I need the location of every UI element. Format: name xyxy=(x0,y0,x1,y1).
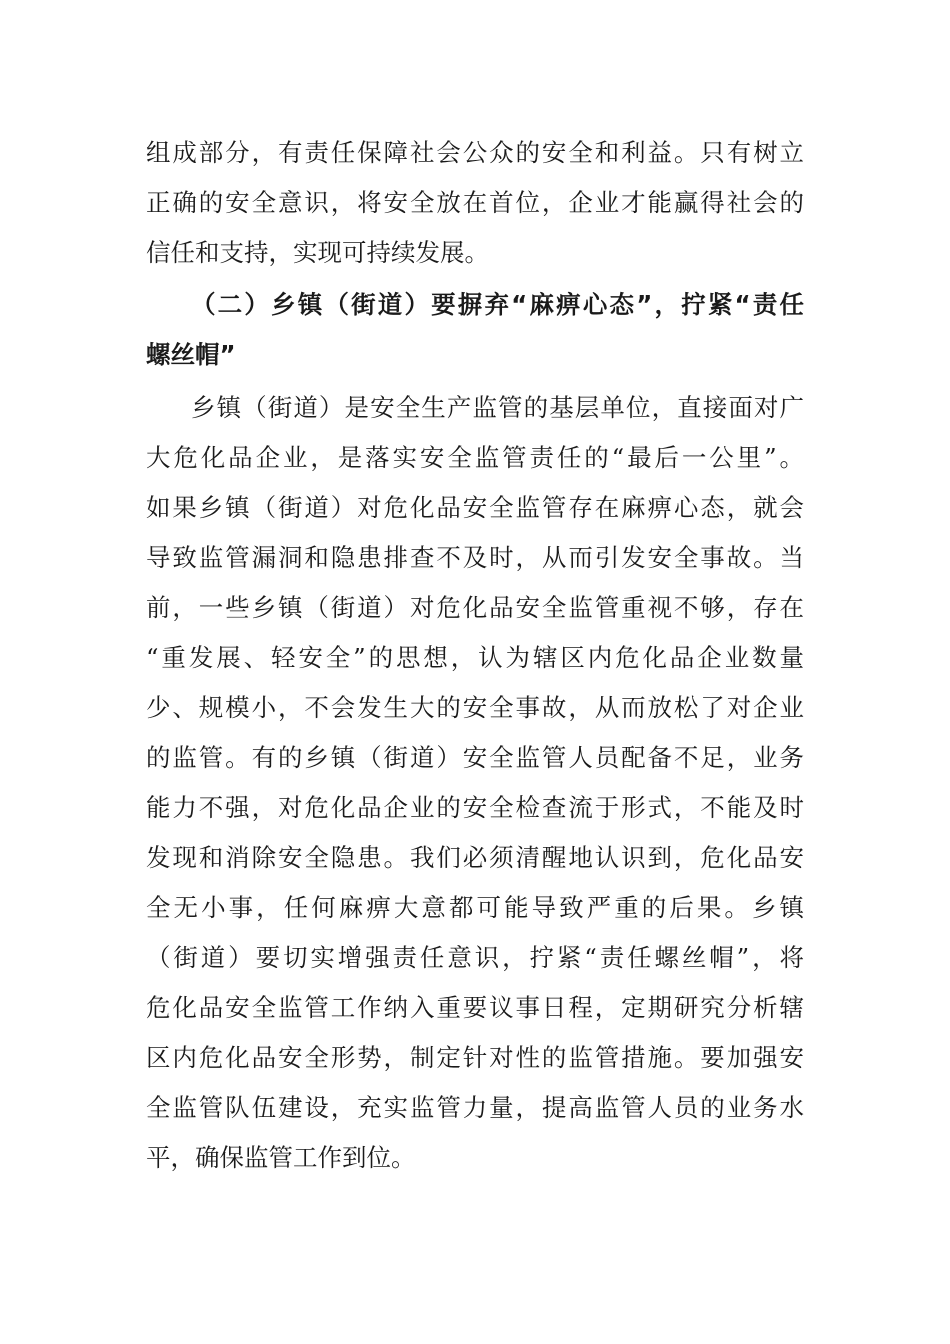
text-line: 的监管。有的乡镇（街道）安全监管人员配备不足，业务 xyxy=(146,743,804,772)
text-line: 危化品安全监管工作纳入重要议事日程，定期研究分析辖 xyxy=(146,993,804,1022)
text-line: （街道）要切实增强责任意识，拧紧“责任螺丝帽”，将 xyxy=(146,943,804,972)
text-line: 乡镇（街道）是安全生产监管的基层单位，直接面对广 xyxy=(191,393,804,422)
text-line: 组成部分，有责任保障社会公众的安全和利益。只有树立 xyxy=(146,138,804,167)
text-line: 大危化品企业，是落实安全监管责任的“最后一公里”。 xyxy=(146,443,804,472)
heading-line: 螺丝帽” xyxy=(146,340,236,369)
text-line: 全监管队伍建设，充实监管力量，提高监管人员的业务水 xyxy=(146,1093,804,1122)
text-line: 能力不强，对危化品企业的安全检查流于形式，不能及时 xyxy=(146,793,804,822)
section-heading xyxy=(146,280,804,380)
text-line: 全无小事，任何麻痹大意都可能导致严重的后果。乡镇 xyxy=(146,893,804,922)
text-line: 区内危化品安全形势，制定针对性的监管措施。要加强安 xyxy=(146,1043,804,1072)
text-line: “重发展、轻安全”的思想，认为辖区内危化品企业数量 xyxy=(146,643,804,672)
text-line: 前，一些乡镇（街道）对危化品安全监管重视不够，存在 xyxy=(146,593,804,622)
continued-paragraph xyxy=(146,128,804,278)
document-page xyxy=(146,128,804,1183)
text-line: 导致监管漏洞和隐患排查不及时，从而引发安全事故。当 xyxy=(146,543,804,572)
text-line: 如果乡镇（街道）对危化品安全监管存在麻痹心态，就会 xyxy=(146,493,804,522)
text-line: 正确的安全意识，将安全放在首位，企业才能赢得社会的 xyxy=(146,188,804,217)
text-line: 信任和支持，实现可持续发展。 xyxy=(146,238,489,267)
text-line: 平，确保监管工作到位。 xyxy=(146,1143,416,1172)
heading-line: （二）乡镇（街道）要摒弃“麻痹心态”，拧紧“责任 xyxy=(191,290,804,319)
main-paragraph xyxy=(146,383,804,1183)
text-line: 发现和消除安全隐患。我们必须清醒地认识到，危化品安 xyxy=(146,843,804,872)
text-line: 少、规模小，不会发生大的安全事故，从而放松了对企业 xyxy=(146,693,804,722)
